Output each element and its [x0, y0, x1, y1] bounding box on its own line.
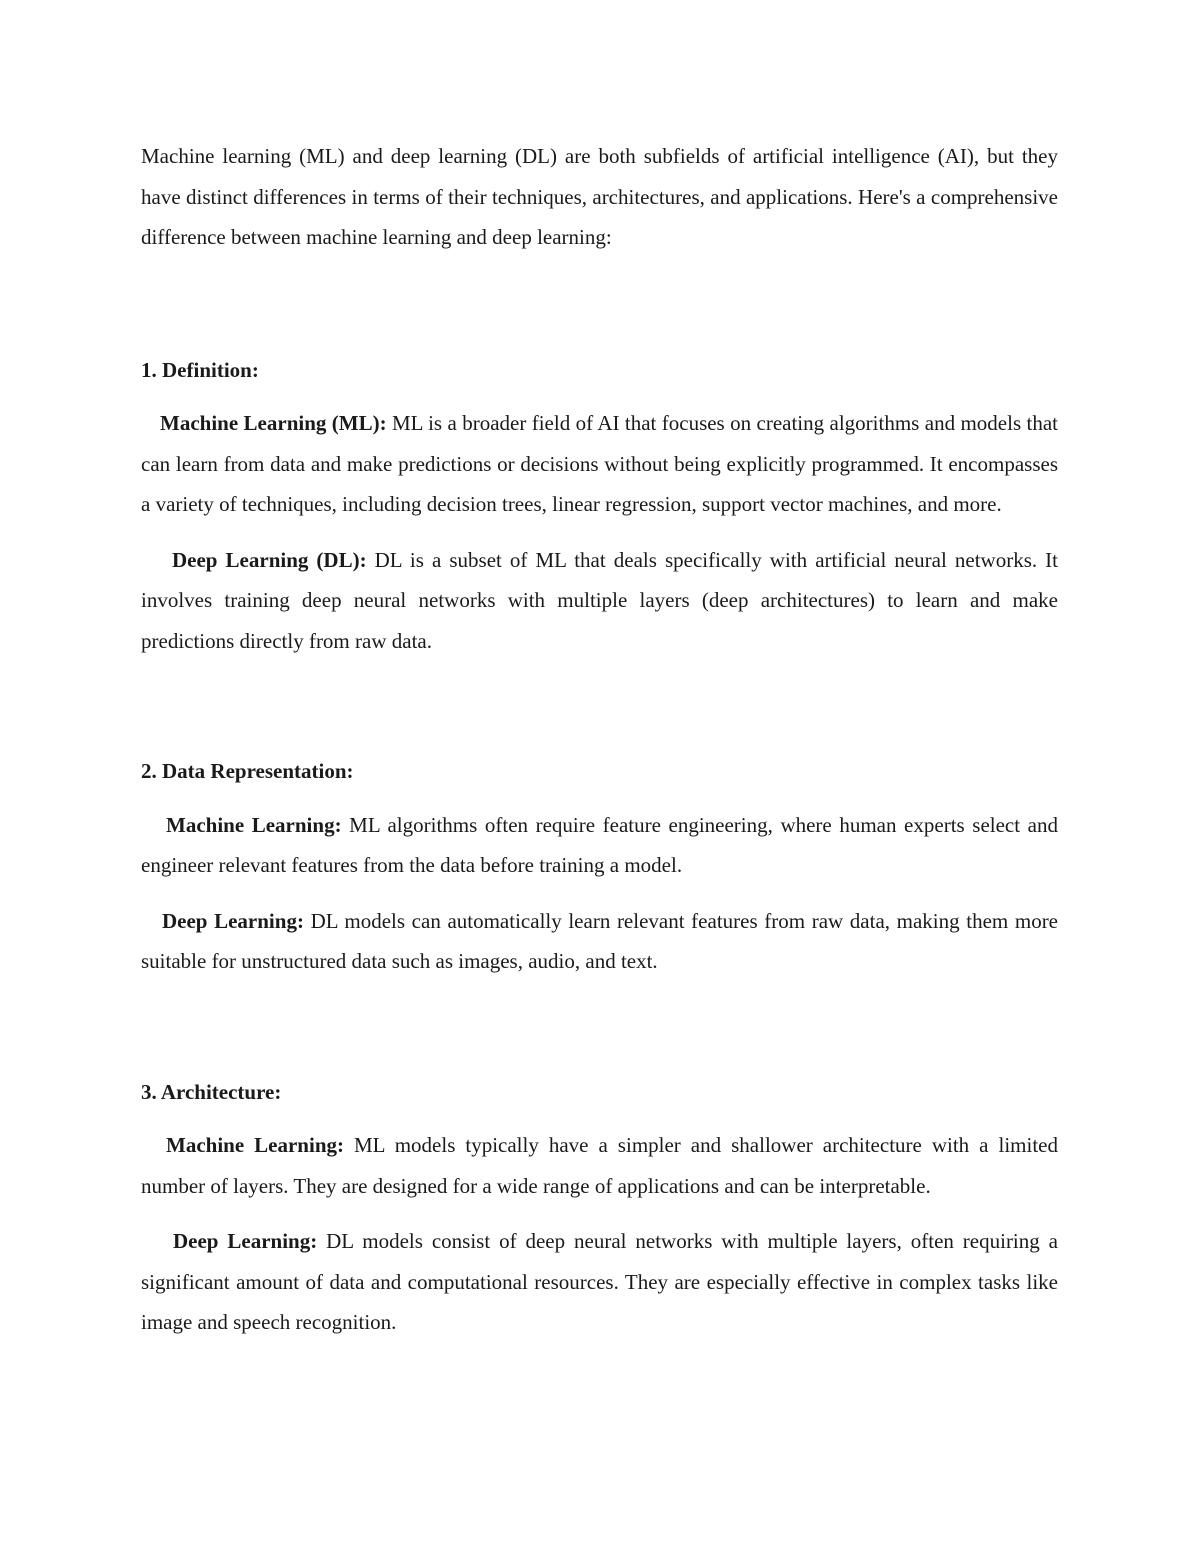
paragraph-text: ML is a broader field of AI that focuses on creating algorithms and models that can learn from data and make predictions or decisions without being explicitly programmed. It encompasses a variety of techniques, including decision trees, linear regression, support vector machines, and more. — [141, 411, 1058, 516]
term-label: Deep Learning: — [173, 1229, 318, 1253]
paragraph-text: ML algorithms often require feature engineering, where human experts select and engineer relevant features from the data before training a model. — [141, 812, 1058, 877]
term-label: Machine Learning: — [166, 1133, 344, 1157]
term-label: Deep Learning: — [162, 908, 304, 933]
section-definition — [141, 350, 1058, 662]
term-label: Machine Learning (ML): — [160, 411, 387, 435]
section-heading: 2. Data Representation: — [141, 759, 354, 783]
paragraph-text: DL is a subset of ML that deals specifically with artificial neural networks. It involves training deep neural networks with multiple layers (deep architectures) to learn and make predictions directly from raw data. — [141, 547, 1059, 653]
term-label: Machine Learning: — [166, 812, 342, 837]
section-data-representation — [141, 751, 1058, 982]
data-dl-paragraph — [141, 901, 1058, 982]
paragraph-text: DL models can automatically learn relevant features from raw data, making them more suitable for unstructured data such as images, audio, and text. — [141, 908, 1059, 973]
data-ml-paragraph — [141, 805, 1058, 886]
paragraph-text: ML models typically have a simpler and shallower architecture with a limited number of layers. They are designed for a wide range of applications and can be interpretable. — [141, 1133, 1058, 1198]
architecture-ml-paragraph — [141, 1125, 1058, 1206]
section-heading: 1. Definition: — [141, 357, 259, 382]
architecture-dl-paragraph — [141, 1221, 1058, 1343]
definition-dl-paragraph — [141, 540, 1058, 662]
intro-paragraph: Machine learning (ML) and deep learning (DL) are both subfields of artificial intelligence (AI), but they have distinct differences in terms of their techniques, architectures, and applications. Here's a comprehensive difference between machine learning and deep learning: — [141, 144, 1058, 249]
term-label: Deep Learning (DL): — [172, 547, 367, 572]
definition-ml-paragraph — [141, 403, 1058, 525]
section-heading: 3. Architecture: — [141, 1079, 282, 1104]
document-page — [141, 136, 1058, 1358]
paragraph-text: DL models consist of deep neural networks with multiple layers, often requiring a significant amount of data and computational resources. They are especially effective in complex tasks like image and speech recognition. — [141, 1229, 1058, 1334]
section-architecture — [141, 1072, 1058, 1343]
